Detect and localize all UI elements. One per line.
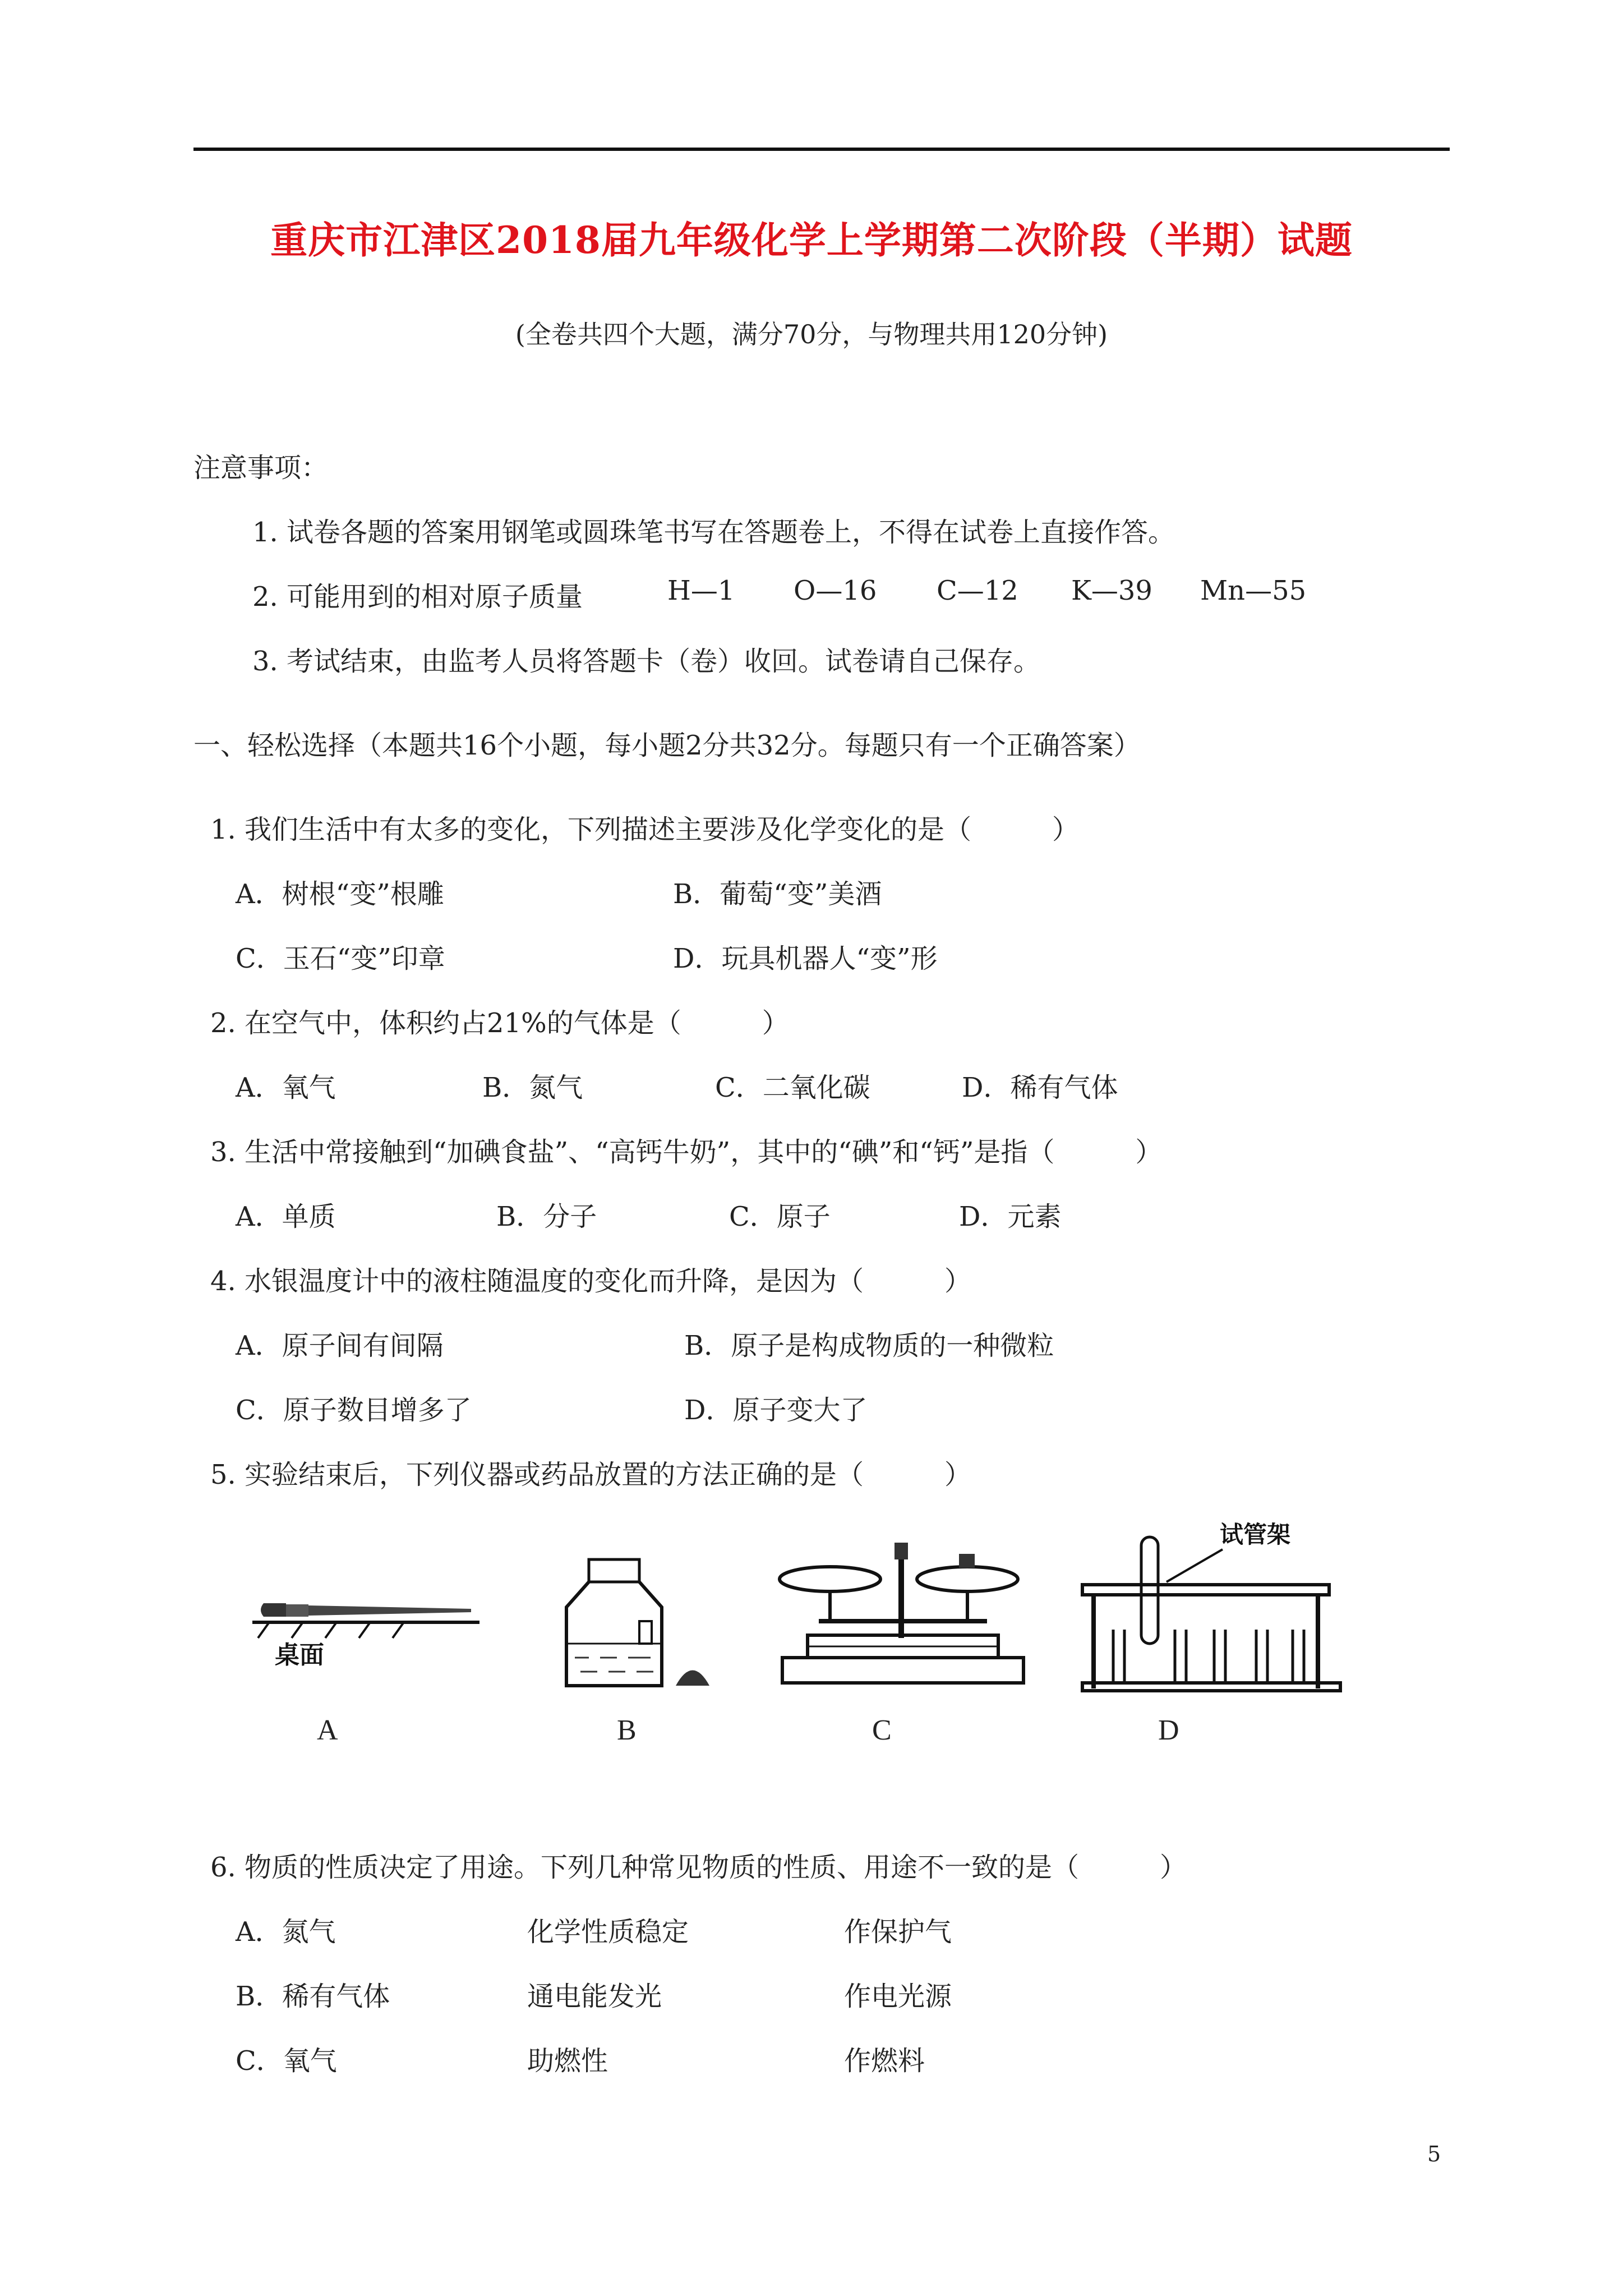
q6-row-a-property: 化学性质稳定	[527, 1916, 689, 1948]
q6-row-a-option: A．氮气	[236, 1916, 336, 1948]
q4-option-a: A．原子间有间隔	[236, 1330, 444, 1361]
figure-label-c: C	[872, 1714, 892, 1746]
q6-row-a-use: 作保护气	[844, 1916, 952, 1948]
figure-c-balance	[774, 1537, 1032, 1700]
q3-option-b: B．分子	[496, 1201, 597, 1232]
atomic-mass-k: K—39	[1071, 575, 1152, 606]
question-1-stem: 1. 我们生活中有太多的变化，下列描述主要涉及化学变化的是（ ）	[210, 814, 1080, 845]
q6-row-c-option: C．氧气	[236, 2045, 337, 2077]
q2-option-d: D．稀有气体	[962, 1072, 1118, 1103]
atomic-mass-o: O—16	[794, 575, 877, 606]
q6-row-b-use: 作电光源	[844, 1981, 952, 2012]
figure-label-d: D	[1158, 1714, 1179, 1746]
question-4-stem: 4. 水银温度计中的液柱随温度的变化而升降，是因为（ ）	[210, 1266, 972, 1297]
q6-row-b-option: B．稀有气体	[236, 1981, 390, 2012]
note-item-2-label: 2. 可能用到的相对原子质量	[252, 581, 583, 613]
q1-option-a: A．树根“变”根雕	[236, 878, 444, 910]
q2-option-a: A．氧气	[236, 1072, 336, 1103]
q6-row-c-use: 作燃料	[844, 2045, 925, 2077]
section-1-heading: 一、轻松选择（本题共16个小题，每小题2分共32分。每题只有一个正确答案）	[193, 730, 1141, 761]
q3-option-a: A．单质	[236, 1201, 336, 1232]
q1-option-c: C．玉石“变”印章	[236, 943, 445, 974]
question-6-stem: 6. 物质的性质决定了用途。下列几种常见物质的性质、用途不一致的是（ ）	[210, 1852, 1187, 1883]
q4-option-c: C．原子数目增多了	[236, 1395, 472, 1426]
table-surface-text: 桌面	[275, 1641, 324, 1669]
question-5-stem: 5. 实验结束后，下列仪器或药品放置的方法正确的是（ ）	[210, 1459, 972, 1490]
figure-b-reagent-bottle	[555, 1554, 735, 1694]
q1-option-d: D．玩具机器人“变”形	[673, 943, 938, 974]
q6-row-c-property: 助燃性	[527, 2045, 608, 2077]
q3-option-c: C．原子	[729, 1201, 831, 1232]
page-number: 5	[1427, 2142, 1441, 2166]
atomic-mass-c: C—12	[937, 575, 1018, 606]
notes-heading: 注意事项：	[193, 452, 329, 484]
page-title: 重庆市江津区2018届九年级化学上学期第二次阶段（半期）试题	[270, 218, 1353, 262]
atomic-mass-h: H—1	[667, 575, 735, 606]
q2-option-c: C．二氧化碳	[715, 1072, 870, 1103]
header-rule	[193, 148, 1450, 151]
q4-option-d: D．原子变大了	[684, 1395, 868, 1426]
q4-option-b: B．原子是构成物质的一种微粒	[684, 1330, 1054, 1361]
q3-option-d: D．元素	[959, 1201, 1062, 1232]
atomic-mass-mn: Mn—55	[1200, 575, 1307, 606]
page-subtitle: (全卷共四个大题，满分70分，与物理共用120分钟)	[515, 319, 1108, 349]
note-item-1: 1. 试卷各题的答案用钢笔或圆珠笔书写在答题卷上，不得在试卷上直接作答。	[252, 517, 1175, 548]
question-3-stem: 3. 生活中常接触到“加碘食盐”、“高钙牛奶”，其中的“碘”和“钙”是指（ ）	[210, 1137, 1163, 1168]
test-tube-rack-text: 试管架	[1220, 1521, 1291, 1548]
note-item-3: 3. 考试结束，由监考人员将答题卡（卷）收回。试卷请自己保存。	[252, 646, 1041, 677]
q2-option-b: B．氮气	[482, 1072, 583, 1103]
q1-option-b: B．葡萄“变”美酒	[673, 878, 882, 910]
figure-label-b: B	[617, 1714, 637, 1746]
figure-d-test-tube-rack	[1071, 1515, 1352, 1700]
q6-row-b-property: 通电能发光	[527, 1981, 662, 2012]
figure-label-a: A	[317, 1714, 338, 1746]
figure-a-dropper-on-table	[247, 1588, 482, 1683]
question-2-stem: 2. 在空气中，体积约占21%的气体是（ ）	[210, 1007, 789, 1039]
